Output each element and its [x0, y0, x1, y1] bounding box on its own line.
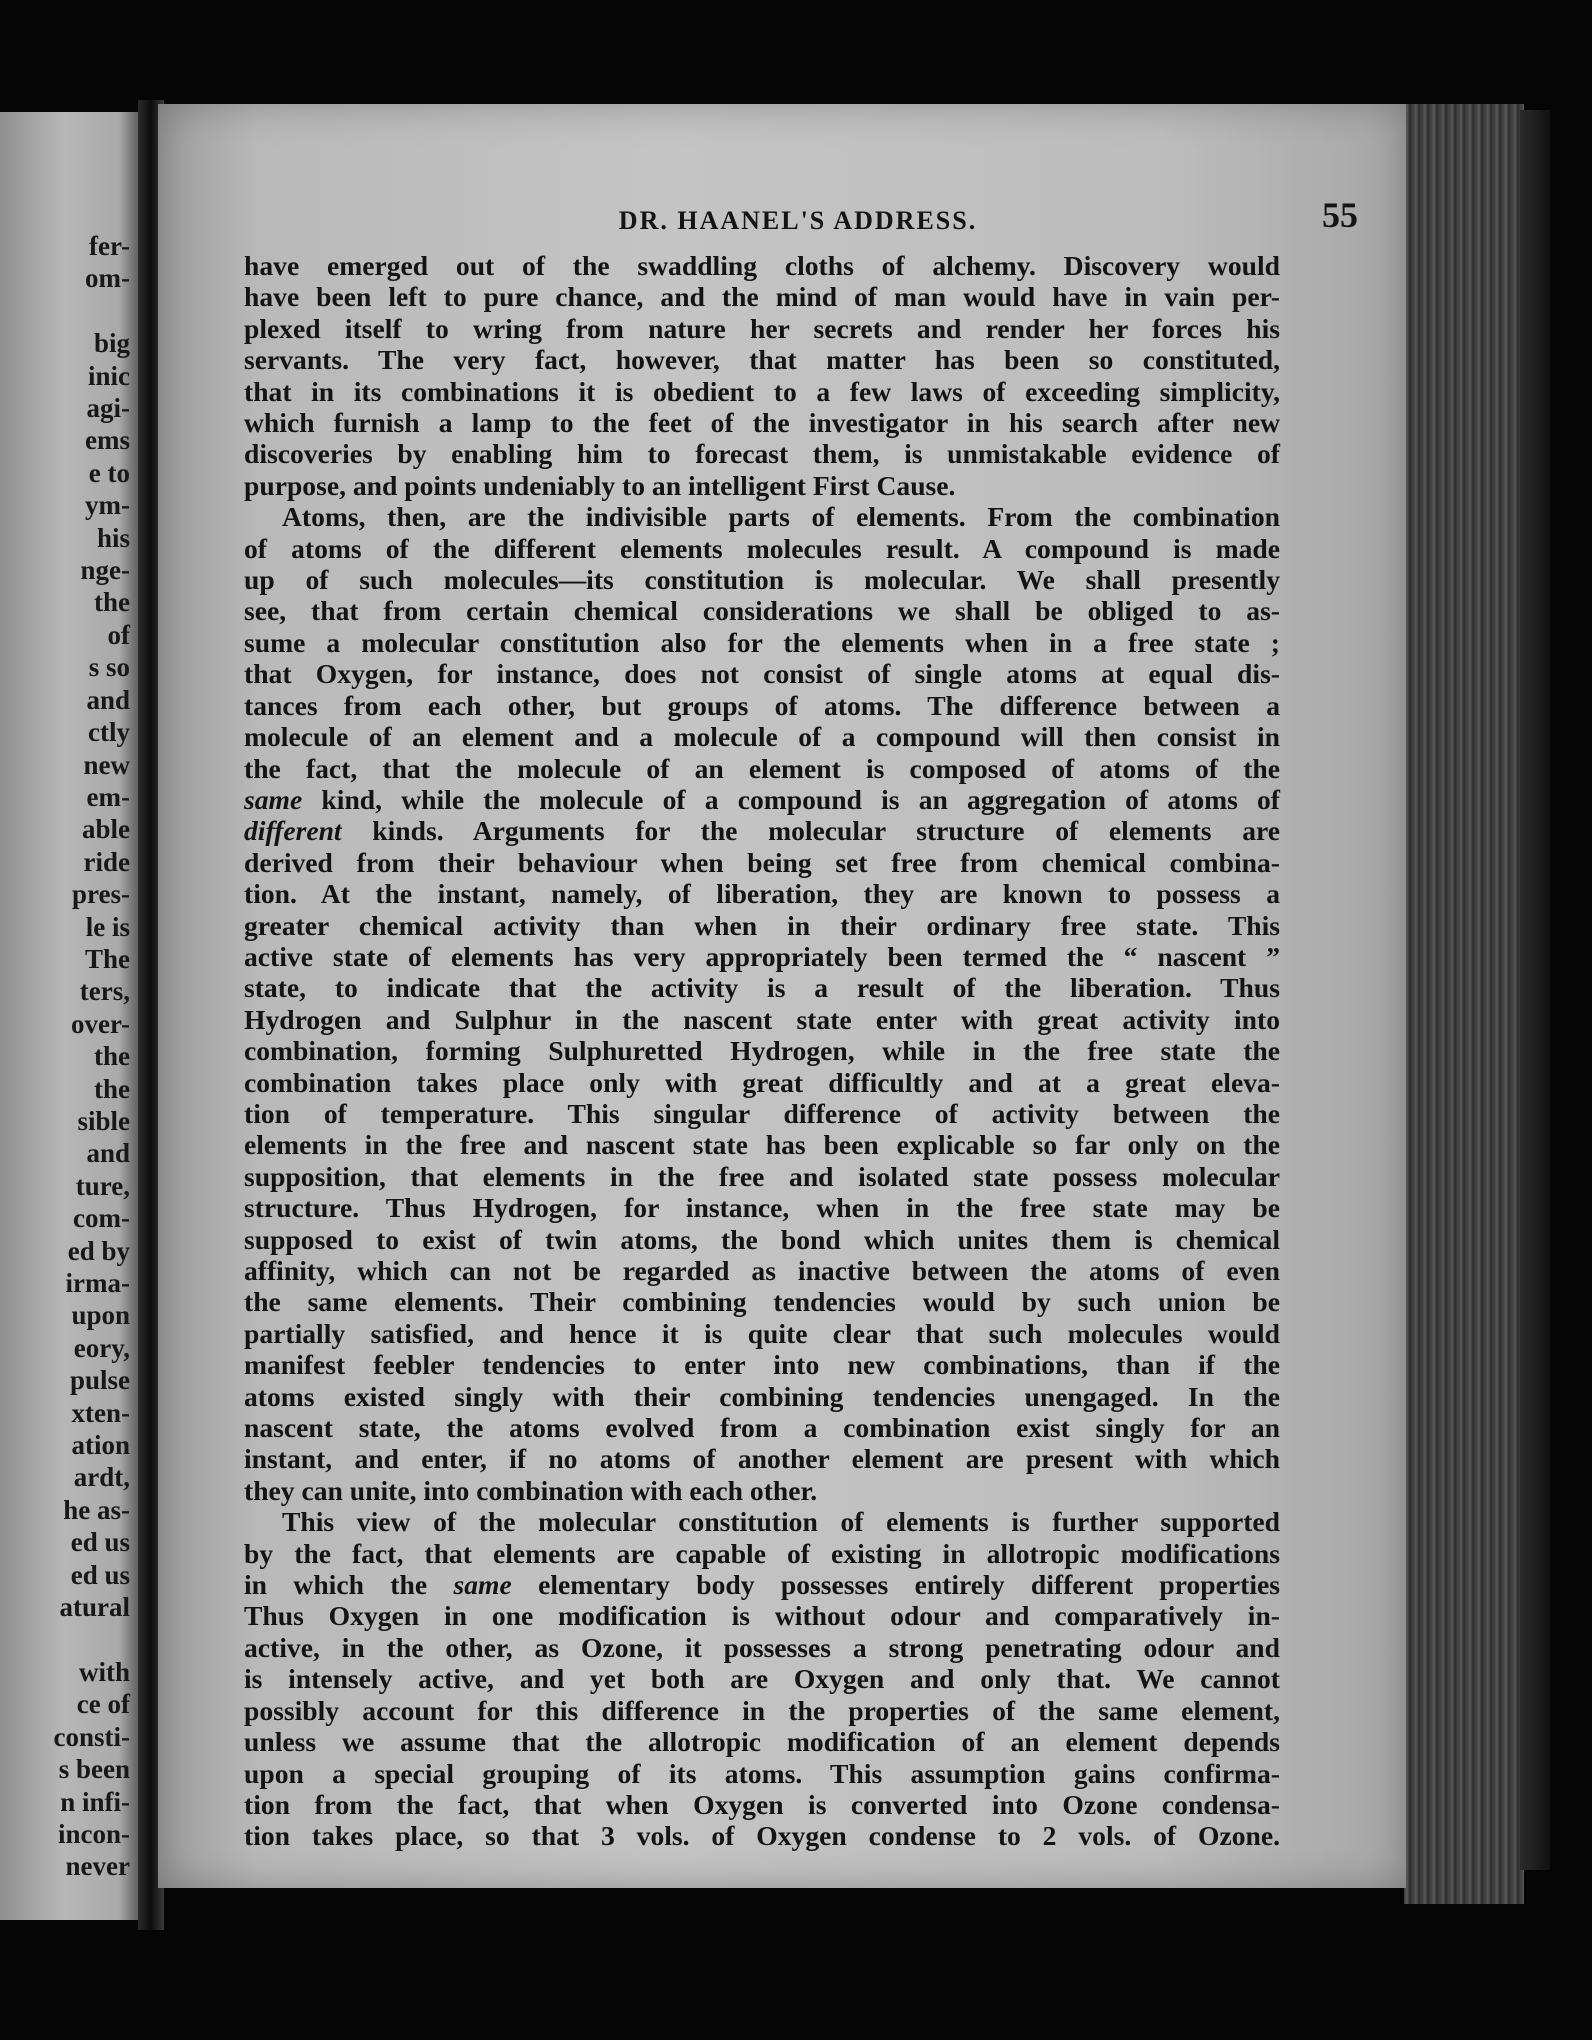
text-line: they can unite, into combination with each other.	[244, 1474, 818, 1506]
text-line: see, that from certain chemical considerations we shall be obliged to as-	[244, 595, 1280, 627]
text-line: the fact, that the molecule of an element is composed of atoms of the	[244, 752, 1280, 784]
text-line: tion of temperature. This singular difference of activity between the	[244, 1097, 1280, 1129]
text-line: Atoms, then, are the indivisible parts of elements. From the combination	[282, 501, 1280, 533]
text-line: have emerged out of the swaddling cloths of alchemy. Discovery would	[244, 250, 1280, 281]
text-line: greater chemical activity than when in their ordinary free state. This	[244, 909, 1280, 941]
running-head: DR. HAANEL'S ADDRESS.	[618, 206, 978, 235]
fragment-line: e to	[88, 457, 130, 488]
fragment-line: agi-	[86, 393, 130, 424]
fragment-line: with	[78, 1656, 130, 1687]
text-line: tion from the fact, that when Oxygen is converted into Ozone condensa-	[244, 1788, 1280, 1820]
text-line: is intensely active, and yet both are Oxygen and only that. We cannot	[244, 1663, 1280, 1695]
fragment-line: n infi-	[60, 1786, 130, 1817]
text-line: possibly account for this difference in the properties of the same element,	[244, 1694, 1280, 1726]
text-line: tion. At the instant, namely, of liberation, they are known to possess a	[244, 878, 1280, 910]
fragment-line: atural	[59, 1592, 130, 1623]
fragment-line: ed us	[70, 1559, 130, 1590]
fragment-line: eory,	[73, 1332, 130, 1363]
fragment-line: om-	[85, 263, 130, 294]
text-line: state, to indicate that the activity is a result of the liberation. Thus	[244, 972, 1280, 1004]
page-header	[238, 195, 1358, 256]
fragment-line: he as-	[63, 1494, 130, 1525]
fragment-line: ed us	[70, 1527, 130, 1558]
fragment-line: ride	[83, 846, 130, 877]
fragment-line: ters,	[79, 976, 130, 1007]
text-line: active, in the other, as Ozone, it possesses a strong penetrating odour and	[244, 1631, 1280, 1663]
facing-page-fragments	[0, 230, 130, 1883]
text-line: Hydrogen and Sulphur in the nascent state enter with great activity into	[244, 1003, 1280, 1035]
text-line: tion takes place, so that 3 vols. of Oxygen condense to 2 vols. of Ozone.	[244, 1820, 1280, 1852]
text-line: partially satisfied, and hence it is quite clear that such molecules would	[244, 1317, 1280, 1349]
text-line: affinity, which can not be regarded as inactive between the atoms of even	[244, 1255, 1280, 1286]
facing-page-left	[0, 112, 140, 1920]
fragment-line: the	[94, 1041, 130, 1072]
text-line: discoveries by enabling him to forecast them, is unmistakable evidence of	[244, 438, 1280, 470]
page-number: 55	[1322, 195, 1358, 235]
italic-word: same	[244, 783, 303, 815]
fragment-line: nge-	[80, 555, 130, 586]
text-line: tances from each other, but groups of atoms. The difference between a	[244, 689, 1280, 721]
text-line: supposed to exist of twin atoms, the bond which unites them is chemical	[244, 1223, 1280, 1255]
text-line: of atoms of the different elements molecules result. A compound is made	[244, 532, 1280, 564]
fragment-line: sible	[77, 1105, 130, 1136]
fragment-line: never	[65, 1851, 130, 1882]
fragment-line: ym-	[85, 490, 130, 521]
fragment-line: ture,	[75, 1170, 130, 1201]
fragment-line: fer-	[89, 231, 130, 261]
text-line: instant, and enter, if no atoms of another element are present with which	[244, 1443, 1280, 1475]
fragment-line: ce of	[76, 1689, 130, 1720]
italic-word: same	[453, 1569, 512, 1601]
text-line: have been left to pure chance, and the mind of man would have in vain per-	[244, 281, 1280, 313]
fragment-line: ation	[71, 1430, 130, 1461]
text-line: combination, forming Sulphuretted Hydrogen, while in the free state the	[244, 1035, 1280, 1067]
fragment-line: pres-	[72, 879, 130, 910]
fragment-line: incon-	[57, 1818, 130, 1849]
text-line: molecule of an element and a molecule of a compound will then consist in	[244, 721, 1280, 753]
text-line: that Oxygen, for instance, does not consist of single atoms at equal dis-	[244, 658, 1280, 690]
fragment-line: le is	[85, 911, 130, 942]
fragment-line: able	[81, 814, 130, 845]
fragment-line: big	[93, 328, 130, 359]
text-line: Thus Oxygen in one modification is without odour and comparatively in-	[244, 1600, 1280, 1632]
text-line: that in its combinations it is obedient to a few laws of exceeding simplicity,	[244, 375, 1280, 407]
fragment-line: com-	[73, 1203, 130, 1234]
fragment-line: the	[94, 587, 130, 618]
text-line: elements in the free and nascent state has been explicable so far only on the	[244, 1129, 1280, 1161]
text-line: unless we assume that the allotropic modification of an element depends	[244, 1726, 1280, 1758]
fragment-line: and	[86, 1138, 130, 1169]
fragment-line: s been	[58, 1754, 130, 1785]
text-line: different kinds. Arguments for the molecular structure of elements are	[244, 815, 1280, 847]
text-line: This view of the molecular constitution of elements is further supported	[282, 1506, 1280, 1538]
fragment-line: xten-	[71, 1397, 130, 1428]
text-line: same kind, while the molecule of a compound is an aggregation of atoms of	[244, 783, 1280, 815]
fragment-line: irma-	[65, 1268, 130, 1298]
fragment-line: upon	[71, 1300, 130, 1331]
text-line: purpose, and points undeniably to an intelligent First Cause.	[244, 469, 956, 501]
fragment-line: The	[84, 943, 130, 974]
text-line: upon a special grouping of its atoms. This assumption gains confirma-	[244, 1757, 1280, 1789]
page	[158, 104, 1406, 1888]
text-line: up of such molecules—its constitution is molecular. We shall presently	[244, 564, 1280, 596]
text-line: structure. Thus Hydrogen, for instance, when in the free state may be	[244, 1192, 1280, 1224]
text-line: supposition, that elements in the free and isolated state possess molecular	[244, 1160, 1280, 1192]
fragment-line: of	[107, 619, 130, 650]
text-line: in which the same elementary body possesses entirely different properties	[244, 1569, 1280, 1601]
fragment-line: his	[96, 522, 130, 553]
fragment-line: and	[86, 684, 130, 715]
fragment-line: consti-	[53, 1721, 130, 1752]
text-line: manifest feebler tendencies to enter into new combinations, than if the	[244, 1349, 1280, 1381]
fragment-line: s so	[88, 652, 130, 683]
fragment-line: ems	[85, 425, 130, 456]
fragment-line: ardt,	[73, 1462, 130, 1493]
text-line: atoms existed singly with their combining tendencies unengaged. In the	[244, 1380, 1280, 1412]
text-line: active state of elements has very appropriately been termed the “ nascent ”	[244, 940, 1280, 972]
text-line: nascent state, the atoms evolved from a combination exist singly for an	[244, 1412, 1280, 1444]
cover-edge	[1520, 110, 1550, 1870]
text-line: combination takes place only with great difficultly and at a great eleva-	[244, 1066, 1280, 1098]
fragment-line: new	[83, 749, 130, 780]
fragment-line	[0, 295, 130, 327]
text-line: by the fact, that elements are capable of existing in allotropic modifications	[244, 1537, 1280, 1569]
text-line: which furnish a lamp to the feet of the investigator in his search after new	[244, 407, 1280, 439]
page-stack-edge	[1404, 104, 1524, 1904]
fragment-line: ctly	[88, 717, 130, 748]
text-line: the same elements. Their combining tendencies would by such union be	[244, 1286, 1280, 1318]
fragment-line: pulse	[69, 1365, 130, 1396]
body-text	[244, 250, 1280, 1852]
fragment-line: over-	[71, 1008, 130, 1039]
fragment-line: inic	[87, 360, 130, 391]
italic-word: different	[244, 815, 342, 847]
fragment-line	[0, 1623, 130, 1655]
fragment-line: the	[94, 1073, 130, 1104]
text-line: servants. The very fact, however, that matter has been so constituted,	[244, 344, 1280, 376]
fragment-line: ed by	[67, 1235, 130, 1266]
fragment-line: em-	[86, 781, 130, 812]
text-line: sume a molecular constitution also for the elements when in a free state ;	[244, 626, 1280, 658]
text-line: derived from their behaviour when being set free from chemical combina-	[244, 846, 1280, 878]
text-line: plexed itself to wring from nature her secrets and render her forces his	[244, 312, 1280, 344]
